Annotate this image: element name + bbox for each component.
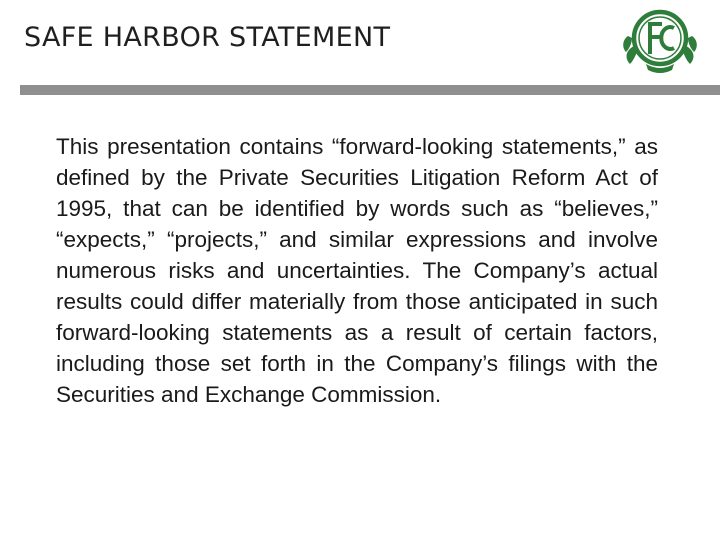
safe-harbor-paragraph: This presentation contains “forward-looking statements,” as defined by the Private Securities Litigation Reform Act of 1995, that can be identified by words such as “believes,” “expects,” “projects,” and similar expressions and involve numerous risks and uncertainties. The Company’s actual results could differ materially from those anticipated in such forward-looking statements as a result of certain factors, including those set forth in the Company’s filings with the Securities and Exchange Commission. — [56, 134, 658, 407]
slide-title: SAFE HARBOR STATEMENT — [24, 22, 391, 53]
title-divider — [20, 85, 720, 95]
company-logo-icon — [620, 6, 700, 76]
